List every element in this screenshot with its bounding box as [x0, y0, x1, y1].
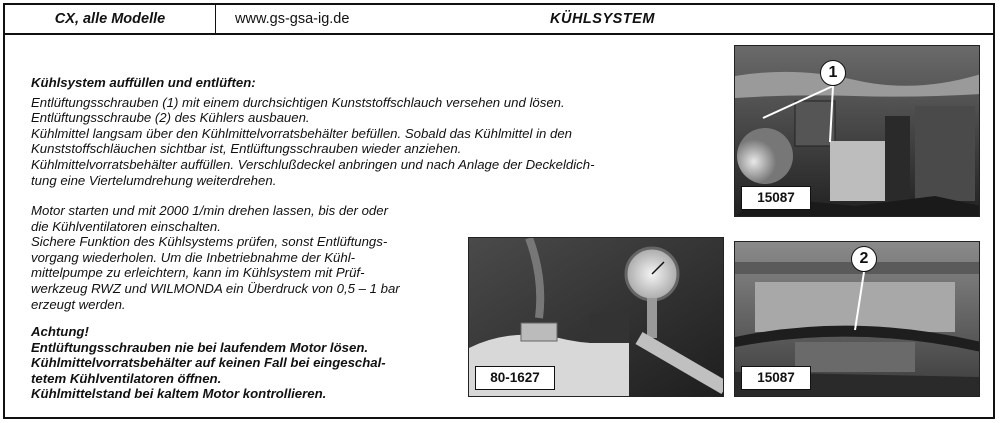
header-model: CX, alle Modelle [5, 5, 216, 33]
section-heading: Kühlsystem auffüllen und entlüften: [31, 75, 256, 90]
figure-reference: 15087 [741, 366, 811, 390]
instruction-line: Kühlmittelvorratsbehälter auffüllen. Verschlußdeckel anbringen und nach Anlage der Deckeldich- [31, 156, 595, 172]
instruction-line: vorgang wiederholen. Um die Inbetriebnahme der Kühl- [31, 249, 356, 265]
instruction-line: Kunststoffschläuchen sichtbar ist, Entlüftungsschrauben wieder anziehen. [31, 141, 462, 157]
photo-pressure-tester [468, 237, 724, 397]
photo-radiator-bleed-screw [734, 241, 980, 397]
photo-bleed-screws [734, 45, 980, 217]
warning-line: Kühlmittelstand bei kaltem Motor kontrollieren. [31, 386, 327, 402]
instruction-line: werkzeug RWZ und WILMONDA ein Überdruck von 0,5 – 1 bar [31, 280, 400, 296]
warning-line: tetem Kühlventilatoren öffnen. [31, 370, 222, 386]
instruction-line: mittelpumpe zu erleichtern, kann im Kühlsystem mit Prüf- [31, 265, 365, 281]
header-section-title: KÜHLSYSTEM [550, 11, 655, 27]
instruction-line: Motor starten und mit 2000 1/min drehen lassen, bis der oder [31, 203, 388, 218]
instruction-line: tung eine Viertelumdrehung weiterdrehen. [31, 172, 277, 188]
warning-line: Entlüftungsschrauben nie bei laufendem Motor lösen. [31, 339, 369, 355]
instruction-line: Sichere Funktion des Kühlsystems prüfen, sonst Entlüftungs- [31, 234, 388, 250]
callout-number: 2 [851, 246, 877, 272]
fill-and-bleed-instructions [31, 75, 594, 188]
header-website: www.gs-gsa-ig.de [235, 11, 350, 27]
warning-block [31, 324, 386, 402]
instruction-line: erzeugt werden. [31, 296, 126, 312]
page-header [5, 5, 993, 35]
instruction-line: Entlüftungsschrauben (1) mit einem durchsichtigen Kunststoffschlauch versehen und lösen. [31, 94, 565, 110]
engine-test-instructions [31, 203, 455, 312]
instruction-line: die Kühlventilatoren einschalten. [31, 218, 221, 234]
figure-reference: 15087 [741, 186, 811, 210]
figure-reference: 80-1627 [475, 366, 555, 390]
instruction-line: Entlüftungsschraube (2) des Kühlers ausbauen. [31, 110, 310, 126]
instruction-line: Kühlmittel langsam über den Kühlmittelvorratsbehälter befüllen. Sobald das Kühlmittel in den [31, 125, 572, 141]
manual-page [3, 3, 995, 419]
warning-line: Kühlmittelvorratsbehälter auf keinen Fall bei eingeschal- [31, 355, 386, 371]
warning-heading: Achtung! [31, 324, 89, 339]
callout-number: 1 [820, 60, 846, 86]
